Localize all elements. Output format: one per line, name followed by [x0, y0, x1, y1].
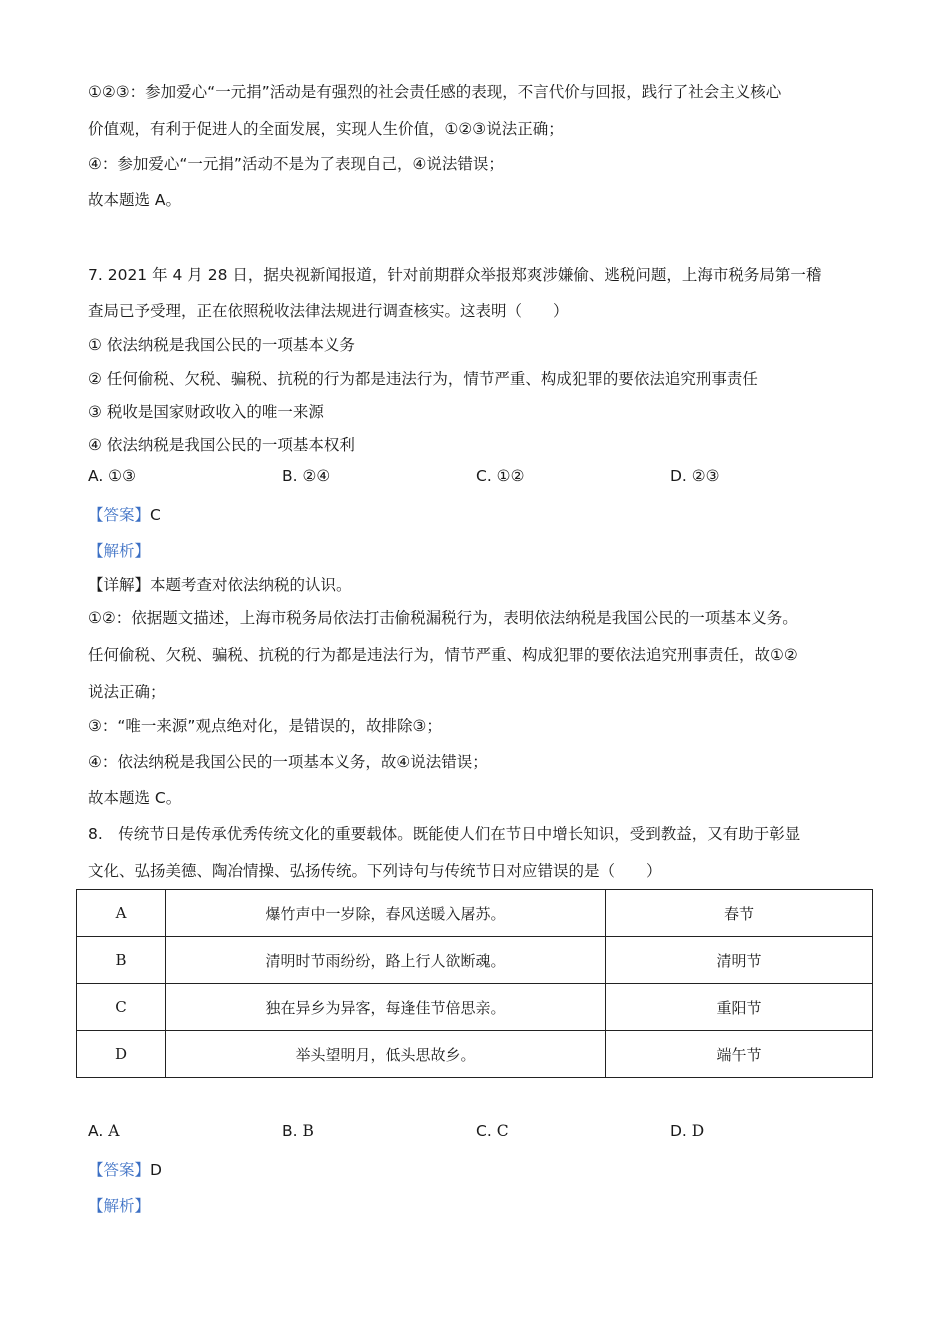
q7-stem-line-1: 7. 2021 年 4 月 28 日，据央视新闻报道，针对前期群众举报郑爽涉嫌偷、逃税问题，上海市税务局第一稽: [88, 266, 822, 284]
q7-option-a: A. ①③: [88, 467, 136, 485]
answer-tag: 【答案】: [88, 506, 151, 524]
q8-stem-line-1: 8. 传统节日是传承优秀传统文化的重要载体。既能使人们在节日中增长知识，受到教益，又有助于彰显: [88, 825, 801, 843]
q7-statement-3: ③ 税收是国家财政收入的唯一来源: [88, 403, 324, 421]
q7-explain-line-2: 任何偷税、欠税、骗税、抗税的行为都是违法行为，情节严重、构成犯罪的要依法追究刑事责任，故①②: [88, 646, 798, 664]
table-row: [77, 937, 873, 984]
q8-option-a: A. A: [88, 1122, 120, 1140]
row-poem: 清明时节雨纷纷，路上行人欲断魂。: [166, 937, 606, 984]
festival-table: [76, 889, 873, 1078]
q8-option-d: D. D: [670, 1122, 705, 1140]
q6-analysis-line-3: ④：参加爱心“一元捐”活动不是为了表现自己，④说法错误；: [88, 155, 504, 173]
row-letter: C: [77, 984, 166, 1031]
q8-analysis-tag: 【解析】: [88, 1197, 151, 1215]
q7-statement-2: ② 任何偷税、欠税、骗税、抗税的行为都是违法行为，情节严重、构成犯罪的要依法追究刑事责任: [88, 370, 758, 388]
q7-explain-line-3: 说法正确；: [88, 683, 166, 701]
q7-answer: [88, 503, 161, 525]
q7-detail: 【详解】本题考查对依法纳税的认识。: [88, 576, 352, 594]
row-poem: 独在异乡为异客，每逢佳节倍思亲。: [166, 984, 606, 1031]
answer-tag: 【答案】: [88, 1161, 151, 1179]
row-poem: 爆竹声中一岁除，春风送暖入屠苏。: [166, 890, 606, 937]
q6-analysis-line-2: 价值观，有利于促进人的全面发展，实现人生价值，①②③说法正确；: [88, 120, 564, 138]
row-festival: 端午节: [606, 1031, 873, 1078]
q8-stem-line-2: 文化、弘扬美德、陶冶情操、弘扬传统。下列诗句与传统节日对应错误的是（ ）: [88, 862, 662, 880]
q7-stem-line-2: 查局已予受理，正在依照税收法律法规进行调查核实。这表明（ ）: [88, 302, 569, 320]
q7-option-b: B. ②④: [282, 467, 331, 485]
q7-option-c: C. ①②: [476, 467, 525, 485]
table-row: [77, 890, 873, 937]
row-festival: 清明节: [606, 937, 873, 984]
row-festival: 春节: [606, 890, 873, 937]
row-letter: D: [77, 1031, 166, 1078]
q8-option-b: B. B: [282, 1122, 314, 1140]
table-row: [77, 984, 873, 1031]
q7-analysis-tag: 【解析】: [88, 542, 151, 560]
q7-explain-line-5: ④：依法纳税是我国公民的一项基本义务，故④说法错误；: [88, 753, 488, 771]
q7-conclusion: 故本题选 C。: [88, 789, 182, 807]
q7-statement-4: ④ 依法纳税是我国公民的一项基本权利: [88, 436, 355, 454]
row-letter: B: [77, 937, 166, 984]
q8-option-c: C. C: [476, 1122, 509, 1140]
q7-option-d: D. ②③: [670, 467, 720, 485]
q8-answer: [88, 1158, 162, 1180]
q7-statement-1: ① 依法纳税是我国公民的一项基本义务: [88, 336, 355, 354]
row-festival: 重阳节: [606, 984, 873, 1031]
answer-value: C: [150, 506, 161, 524]
row-letter: A: [77, 890, 166, 937]
q7-explain-line-4: ③：“唯一来源”观点绝对化，是错误的，故排除③；: [88, 717, 442, 735]
q7-explain-line-1: ①②：依据题文描述，上海市税务局依法打击偷税漏税行为，表明依法纳税是我国公民的一项基本义务。: [88, 609, 798, 627]
table-row: [77, 1031, 873, 1078]
row-poem: 举头望明月，低头思故乡。: [166, 1031, 606, 1078]
answer-value: D: [150, 1161, 162, 1179]
q6-analysis-line-1: ①②③：参加爱心“一元捐”活动是有强烈的社会责任感的表现，不言代价与回报，践行了社会主义核心: [88, 83, 782, 101]
q6-conclusion: 故本题选 A。: [88, 191, 182, 209]
